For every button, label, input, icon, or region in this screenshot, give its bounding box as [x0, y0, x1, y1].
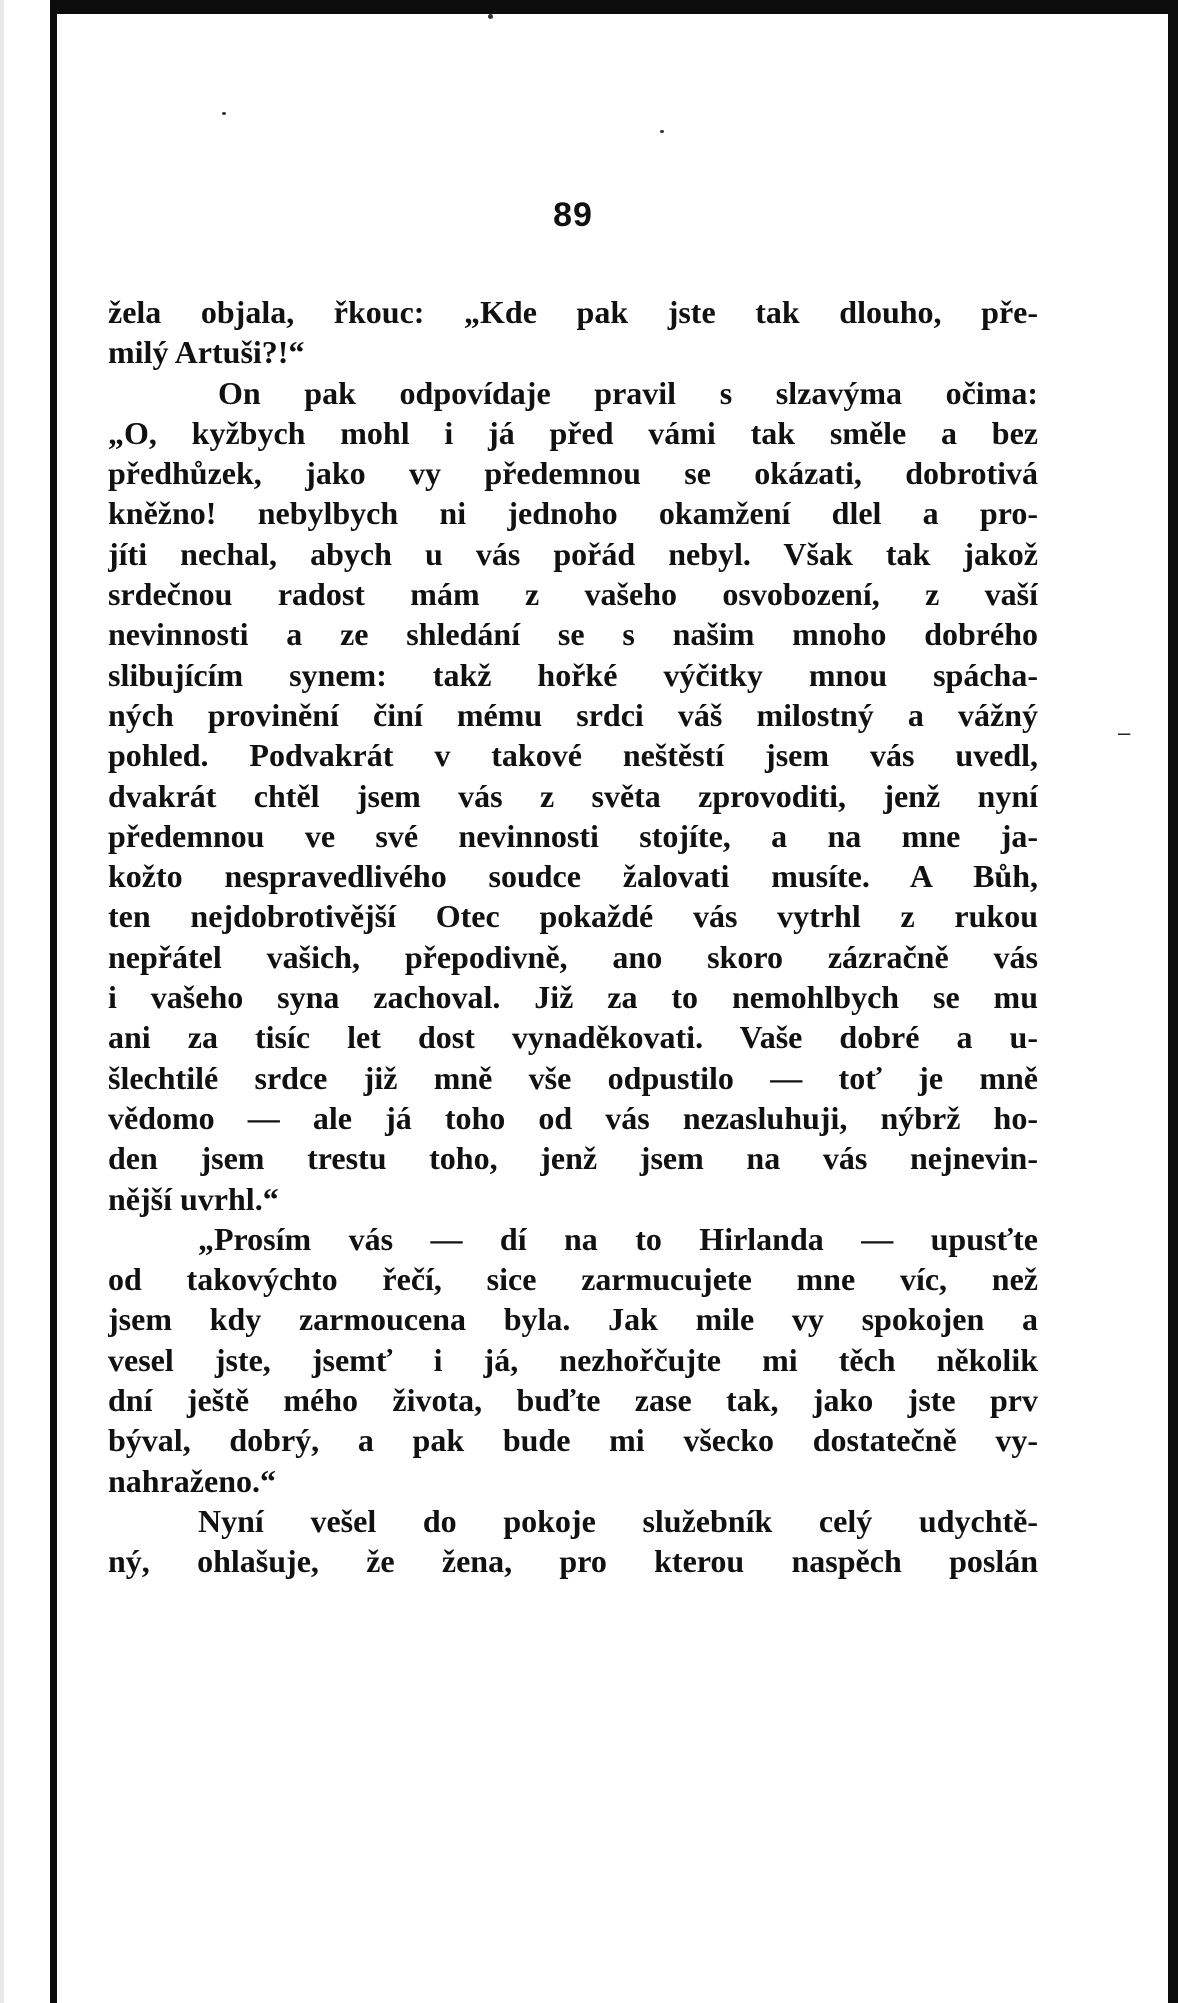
scan-border-right	[1168, 0, 1178, 2003]
text-line: předemnou ve své nevinnosti stojíte, a na mne ja-	[108, 817, 1038, 854]
page-number: 89	[553, 196, 593, 234]
text-line: předhůzek, jako vy předemnou se okázati, dobrotivá	[108, 455, 1038, 492]
scan-border-left	[50, 10, 57, 2003]
book-page	[108, 0, 1038, 2003]
text-line: od takovýchto řečí, sice zarmucujete mne víc, než	[108, 1261, 1038, 1298]
text-line: šlechtilé srdce již mně vše odpustilo — toť je mně	[108, 1059, 1038, 1096]
text-line: kožto nespravedlivého soudce žalovati musíte. A Bůh,	[108, 858, 1038, 895]
text-line: býval, dobrý, a pak bude mi všecko dostatečně vy-	[108, 1422, 1038, 1459]
text-line: nější uvrhl.“	[108, 1180, 279, 1217]
text-line: ten nejdobrotivější Otec pokaždé vás vytrhl z rukou	[108, 898, 1038, 935]
scan-border-left-light	[0, 0, 4, 2003]
text-line: dvakrát chtěl jsem vás z světa zprovoditi, jenž nyní	[108, 777, 1038, 814]
text-line: den jsem trestu toho, jenž jsem na vás nejnevin-	[108, 1140, 1038, 1177]
text-line: kněžno! nebylbych ni jednoho okamžení dlel a pro-	[108, 495, 1038, 532]
text-line: nahraženo.“	[108, 1462, 276, 1499]
margin-mark: –	[1118, 720, 1131, 745]
text-line: dní ještě mého života, buďte zase tak, jako jste prv	[108, 1382, 1038, 1419]
text-line: vědomo — ale já toho od vás nezasluhuji, nýbrž ho-	[108, 1099, 1038, 1136]
text-line: vesel jste, jsemť i já, nezhořčujte mi těch několik	[108, 1341, 1038, 1378]
text-line: pohled. Podvakrát v takové neštěstí jsem vás uvedl,	[108, 737, 1038, 774]
text-line: milý Artuši?!“	[108, 334, 305, 371]
text-line: žela objala, řkouc: „Kde pak jste tak dlouho, pře-	[108, 294, 1038, 330]
text-line: On pak odpovídaje pravil s slzavýma očima:	[218, 374, 1038, 411]
text-line: i vašeho syna zachoval. Již za to nemohlbych se mu	[108, 979, 1038, 1016]
page-text	[108, 292, 1038, 1582]
text-line: ný, ohlašuje, že žena, pro kterou naspěch poslán	[108, 1543, 1038, 1580]
text-line: srdečnou radost mám z vašeho osvobození, z vaší	[108, 576, 1038, 613]
text-line: „O, kyžbych mohl i já před vámi tak směle a bez	[108, 414, 1038, 451]
text-line: nevinnosti a ze shledání se s našim mnoho dobrého	[108, 616, 1038, 653]
text-line: slibujícím synem: takž hořké výčitky mnou spácha-	[108, 656, 1038, 693]
text-line: jíti nechal, abych u vás pořád nebyl. Však tak jakož	[108, 535, 1038, 572]
text-line: jsem kdy zarmoucena byla. Jak mile vy spokojen a	[108, 1301, 1038, 1338]
text-line: ani za tisíc let dost vynaděkovati. Vaše dobré a u-	[108, 1019, 1038, 1056]
text-line: ných provinění činí mému srdci váš milostný a vážný	[108, 696, 1038, 733]
text-line: „Prosím vás — dí na to Hirlanda — upusťte	[198, 1220, 1038, 1257]
text-line: nepřátel vašich, přepodivně, ano skoro zázračně vás	[108, 938, 1038, 975]
text-line: Nyní vešel do pokoje služebník celý udychtě-	[198, 1502, 1038, 1539]
